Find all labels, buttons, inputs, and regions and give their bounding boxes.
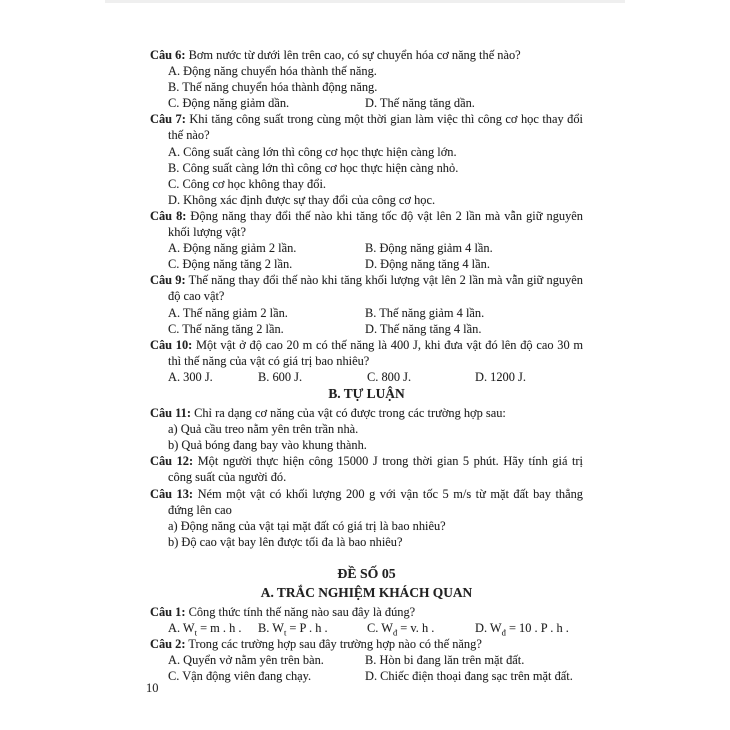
answer-option: C. Công cơ học không thay đổi. [168,176,326,191]
formula-subscript: t [194,627,197,638]
answer-option: A. Công suất càng lớn thì công cơ học thực hiện càng lớn. [168,144,457,159]
exercise-subitem: a) Quả cầu treo nằm yên trên trần nhà. [168,422,359,437]
question-number-label: Câu 11: [150,406,191,421]
answer-option-row [150,668,583,684]
formula-subscript: đ [501,627,506,638]
answer-option: C. Động năng tăng 2 lần. [168,257,293,272]
question-paragraph: Câu 9: Thế năng thay đổi thế nào khi tăng khối lượng vật lên 2 lần mà vẫn giữ nguyên độ cao vật? [150,273,583,304]
page-top-edge-shadow [105,0,625,3]
answer-option: B. Thế năng chuyển hóa thành động năng. [168,80,378,95]
section-heading: A. TRẮC NGHIỆM KHÁCH QUAN [260,585,473,600]
answer-option: A. Thế năng giảm 2 lần. [168,305,288,320]
answer-option-row [150,95,583,111]
answer-option: B. 600 J. [258,369,303,384]
formula-option: D. $W_đ = 10$ . P . h . [475,621,569,638]
answer-option: D. Động năng tăng 4 lần. [365,257,490,272]
exercise-subitem: a) Động năng của vật tại mặt đất có giá trị là bao nhiêu? [168,518,446,533]
answer-option: B. Thế năng giảm 4 lần. [365,305,485,320]
formula-option-row [150,620,583,636]
question-paragraph: Câu 10: Một vật ở độ cao 20 m có thế năng là 400 J, khi đưa vật đó lên độ cao 30 m thì thế năng của vật có giá trị bao nhiêu? [150,337,583,368]
exam-title-heading: ĐỀ SỐ 05 [337,565,396,581]
answer-option: D. Thế năng tăng 4 lần. [365,321,482,336]
answer-option: B. Hòn bi đang lăn trên mặt đất. [365,653,525,668]
answer-option-row [150,305,583,321]
question-paragraph: Câu 1: Công thức tính thế năng nào sau đây là đúng? [150,605,416,620]
question-number-label: Câu 1: [150,605,186,620]
question-paragraph: Câu 8: Động năng thay đổi thế nào khi tăng tốc độ vật lên 2 lần mà vẫn giữ nguyên khối lượng vật? [150,208,583,240]
answer-option: C. 800 J. [367,369,412,384]
answer-option-row [150,240,583,256]
answer-option: D. Không xác định được sự thay đổi của công cơ học. [168,192,436,207]
blank-line [150,550,583,564]
answer-option: C. Vận động viên đang chạy. [168,669,312,684]
answer-option: D. 1200 J. [475,369,526,384]
document-content [150,47,583,685]
answer-option: B. Công suất càng lớn thì công cơ học thực hiện càng nhỏ. [168,160,459,175]
answer-option: A. Động năng chuyển hóa thành thế năng. [168,64,377,79]
exercise-subitem: b) Độ cao vật bay lên được tối đa là bao nhiêu? [168,534,403,549]
section-heading: B. TỰ LUẬN [328,385,405,401]
question-paragraph: Câu 2: Trong các trường hợp sau đây trường hợp nào có thế năng? [150,637,482,652]
answer-option: D. Chiếc điện thoại đang sạc trên mặt đất. [365,669,573,684]
question-paragraph: Câu 12: Một người thực hiện công 15000 J trong thời gian 5 phút. Hãy tính giá trị công suất của người đó. [150,454,583,485]
answer-option-row [150,256,583,272]
question-number-label: Câu 13: [150,486,194,501]
question-number-label: Câu 12: [150,454,194,469]
question-number-label: Câu 6: [150,48,186,62]
answer-option-row [150,652,583,668]
answer-option-row [150,369,583,385]
formula-subscript: t [283,627,287,638]
formula-option: A. $W_t = m$ . h . [168,621,242,638]
answer-option: C. Động năng giảm dần. [168,96,290,111]
question-paragraph: Câu 13: Ném một vật có khối lượng 200 g với vận tốc 5 m/s từ mặt đất bay thẳng đứng lên cao [150,486,583,517]
answer-option: A. Quyển vở nằm yên trên bàn. [168,653,324,668]
question-number-label: Câu 2: [150,637,186,652]
page-number: 10 [146,681,159,695]
question-paragraph: Câu 6: Bơm nước từ dưới lên trên cao, có sự chuyển hóa cơ năng thế nào? [150,48,521,62]
answer-option: A. 300 J. [168,369,213,384]
question-number-label: Câu 7: [150,112,186,127]
question-number-label: Câu 8: [150,208,187,223]
question-number-label: Câu 10: [150,337,193,352]
exercise-subitem: b) Quả bóng đang bay vào khung thành. [168,438,367,453]
question-paragraph: Câu 11: Chỉ ra dạng cơ năng của vật có được trong các trường hợp sau: [150,406,506,421]
answer-option: A. Động năng giảm 2 lần. [168,241,297,256]
answer-option: D. Thế năng tăng dần. [365,96,475,111]
answer-option-row [150,321,583,337]
answer-option: B. Động năng giảm 4 lần. [365,241,493,256]
question-paragraph: Câu 7: Khi tăng công suất trong cùng một thời gian làm việc thì công cơ học thay đổi thế nào? [150,112,583,143]
formula-option: B. $W_t = P$ . h . [258,621,328,638]
question-number-label: Câu 9: [150,273,186,288]
formula-subscript: đ [392,627,398,638]
answer-option: C. Thế năng tăng 2 lần. [168,321,284,336]
formula-option: C. $W_đ = v$. h . [367,621,435,638]
